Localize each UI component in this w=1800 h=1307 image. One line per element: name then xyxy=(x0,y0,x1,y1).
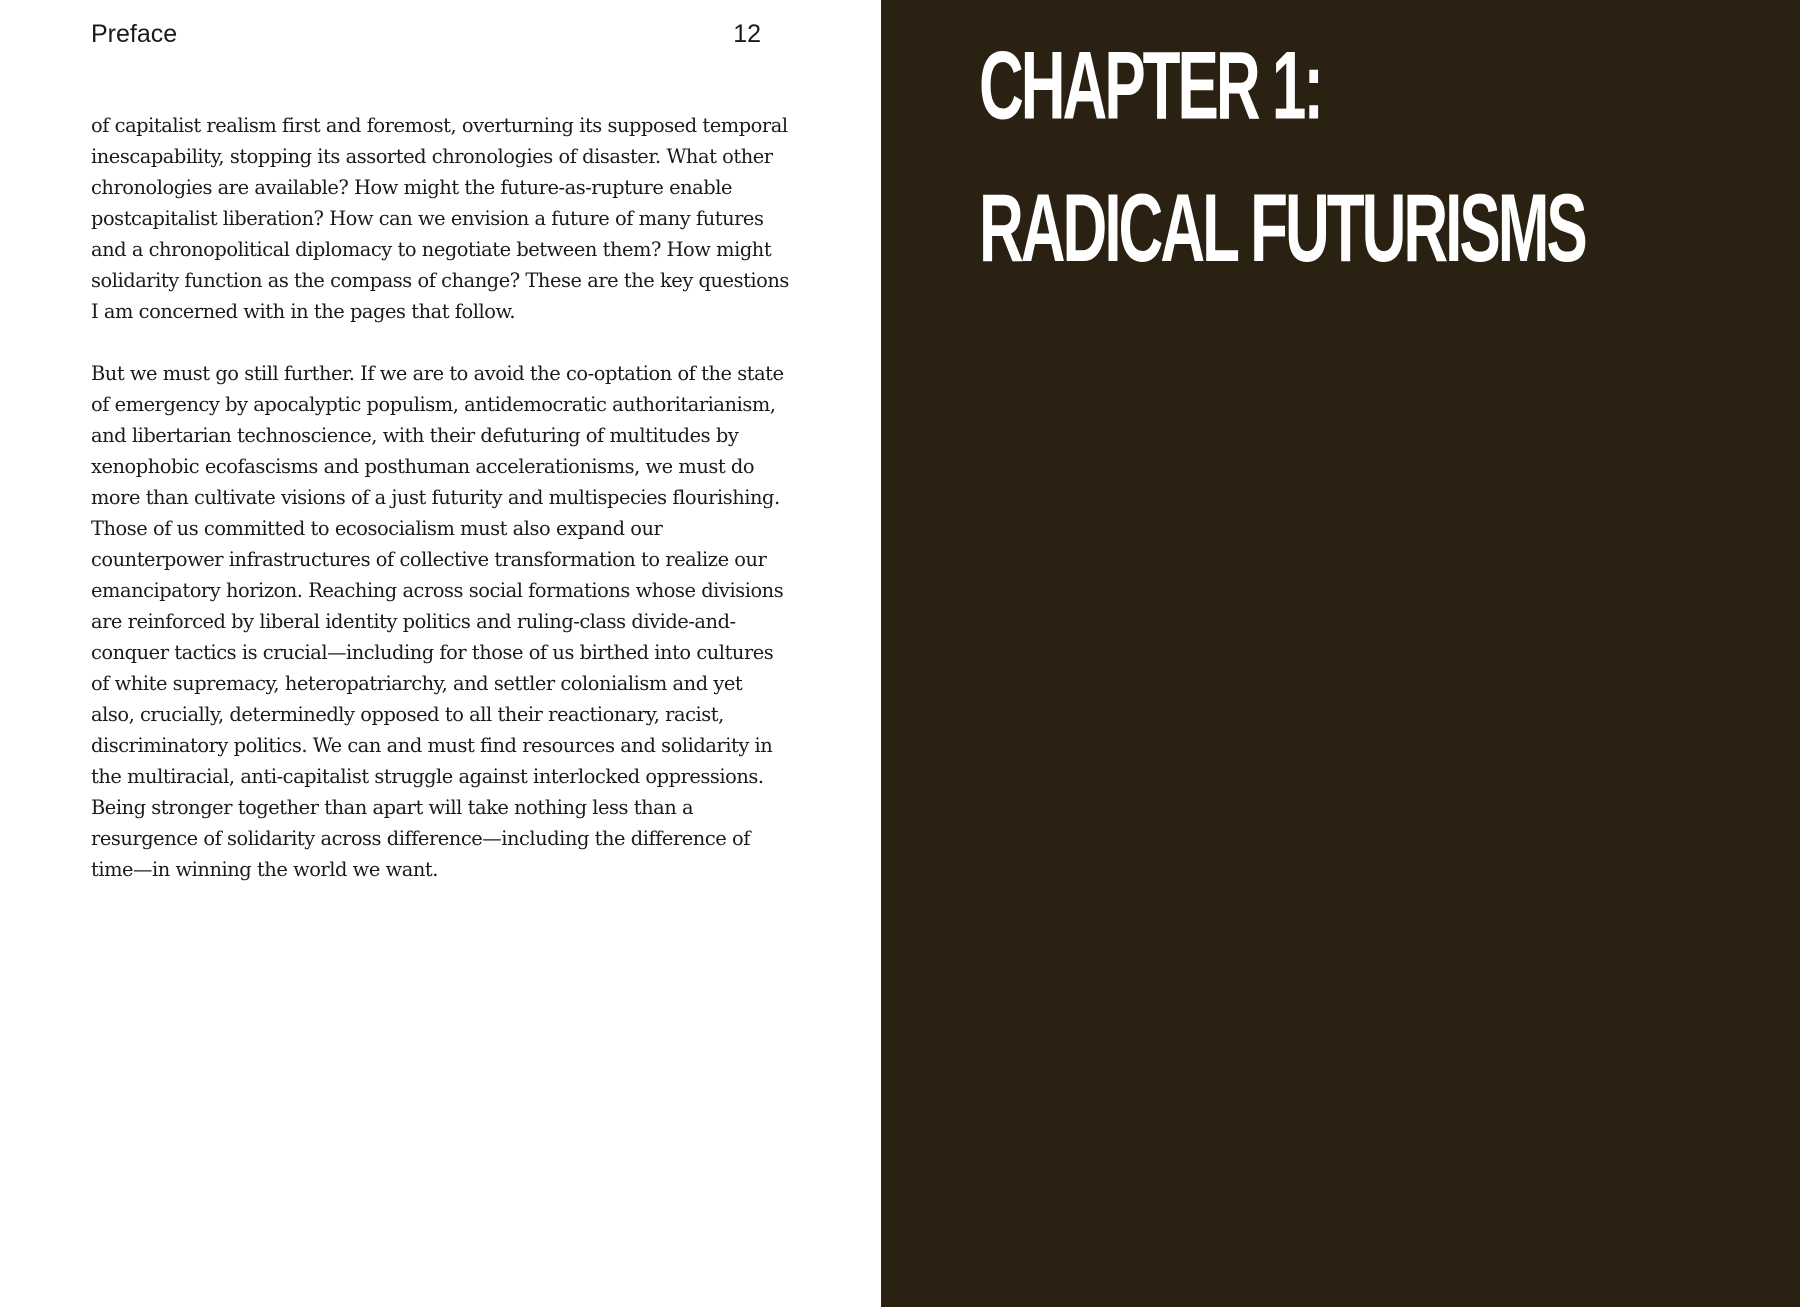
right-page xyxy=(881,0,1800,1307)
page-number: 12 xyxy=(733,20,761,48)
left-page xyxy=(0,0,881,1307)
chapter-title-line-2: RADICAL FUTURISMS xyxy=(979,175,1585,283)
running-head xyxy=(91,20,761,54)
chapter-title xyxy=(979,16,1585,301)
body-text xyxy=(91,110,791,916)
running-head-title: Preface xyxy=(91,20,178,48)
chapter-title-line-1: CHAPTER 1: xyxy=(979,33,1322,140)
paragraph: of capitalist realism first and foremost, overturning its supposed temporal inescapability, stopping its assorted chronologies of disaster. What other chronologies are available? How might the future-as-rupture enable postcapitalist liberation? How can we envision a future of many futures and a chronopolitical diplomacy to negotiate between them? How might solidarity function as the compass of change? These are the key questions I am concerned with in the pages that follow. xyxy=(91,114,789,323)
paragraph: But we must go still further. If we are to avoid the co-optation of the state of emergency by apocalyptic populism, antidemocratic authoritarianism, and libertarian technoscience, with their defuturing of multitudes by xenophobic ecofascisms and posthuman accelerationisms, we must do more than cultivate visions of a just futurity and multispecies flourishing. Those of us committed to ecosocialism must also expand our counterpower infrastructures of collective transformation to realize our emancipatory horizon. Reaching across social formations whose divisions are reinforced by liberal identity politics and ruling-class divide-and-conquer tactics is crucial—including for those of us birthed into cultures of white supremacy, heteropatriarchy, and settler colonialism and yet also, crucially, determinedly opposed to all their reactionary, racist, discriminatory politics. We can and must find resources and solidarity in the multiracial, anti-capitalist struggle against interlocked oppressions. Being stronger together than apart will take nothing less than a resurgence of solidarity across difference—including the difference of time—in winning the world we want. xyxy=(91,362,784,881)
